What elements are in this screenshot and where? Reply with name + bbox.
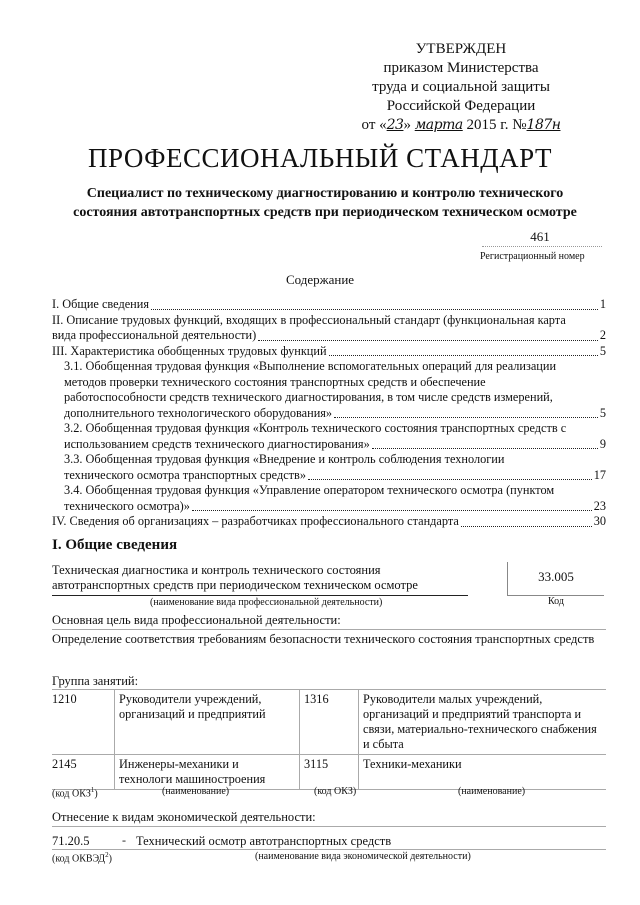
approval-date: от «23» марта 2015 г. №187н bbox=[361, 117, 561, 133]
okved-name: Технический осмотр автотранспортных средств bbox=[136, 834, 392, 848]
group-label: Группа занятий: bbox=[52, 674, 139, 688]
okz-caption: (код ОКЗ$^1$) bbox=[52, 786, 98, 800]
toc-item-4[interactable]: IV. Сведения об организациях – разработчиках профессионального стандарта 30 bbox=[52, 514, 606, 528]
occupation-code: 2145 bbox=[52, 755, 115, 790]
toc-item-3-3[interactable]: 3.3. Обобщенная трудовая функция «Внедрение и контроль соблюдения технологии технического осмотра транспортных средств» 17 bbox=[64, 452, 606, 482]
activity-underline bbox=[52, 595, 468, 596]
occupation-name: Техники-механики bbox=[359, 755, 607, 790]
toc-item-3-1[interactable]: 3.1. Обобщенная трудовая функция «Выполнение вспомогательных операций для реализации методов проверки технического состояния транспортных средств и обеспечение работоспособности средств технического диагностирования, в том числе средств измерений, дополнительного технологического оборудования» 5 bbox=[64, 359, 606, 420]
standard-subtitle: Специалист по техническому диагностированию и контролю технического состояния автотранспортных средств при периодическом техническом осмотре bbox=[73, 186, 577, 220]
table-row bbox=[52, 690, 606, 755]
toc-title: Содержание bbox=[285, 272, 355, 287]
economic-divider bbox=[52, 826, 606, 827]
name-caption-2: (наименование) bbox=[458, 786, 526, 797]
toc-item-3-2[interactable]: 3.2. Обобщенная трудовая функция «Контроль технического состояния транспортных средств с использованием средств технического диагностирования» 9 bbox=[64, 421, 606, 451]
approval-ministry: труда и социальной защиты bbox=[372, 79, 550, 95]
approval-block bbox=[356, 40, 566, 135]
table-of-contents bbox=[52, 297, 606, 530]
economic-activity-label: Отнесение к видам экономической деятельности: bbox=[52, 810, 316, 824]
approval-number: 187н bbox=[526, 117, 561, 133]
occupation-code: 1210 bbox=[52, 690, 115, 755]
approval-title: УТВЕРЖДЕН bbox=[415, 41, 507, 57]
registration-number: 461 bbox=[530, 229, 550, 244]
activity-caption: (наименование вида профессиональной деятельности) bbox=[150, 597, 383, 608]
goal-text: Определение соответствия требованиям безопасности технического состояния транспортных средств bbox=[52, 632, 595, 646]
table-row bbox=[52, 755, 606, 790]
okved-name-caption: (наименование вида экономической деятельности) bbox=[255, 851, 471, 862]
okved-code: 71.20.5 bbox=[52, 834, 90, 848]
okz-caption-2: (код ОКЗ) bbox=[314, 786, 357, 797]
goal-divider bbox=[52, 629, 606, 630]
occupation-name: Инженеры-механики и технологи машиностроения bbox=[115, 755, 300, 790]
goal-label: Основная цель вида профессиональной деятельности: bbox=[52, 613, 341, 627]
approval-day: 23 bbox=[386, 117, 404, 133]
occupations-table bbox=[52, 690, 606, 790]
toc-item-1[interactable]: I. Общие сведения 1 bbox=[52, 297, 606, 311]
occupation-code: 1316 bbox=[300, 690, 359, 755]
registration-label: Регистрационный номер bbox=[480, 251, 585, 262]
section-heading: I. Общие сведения bbox=[52, 537, 178, 553]
approval-month: марта bbox=[414, 117, 463, 133]
occupation-name: Руководители учреждений, организаций и предприятий bbox=[115, 690, 300, 755]
registration-line bbox=[482, 246, 602, 247]
occupation-code: 3115 bbox=[300, 755, 359, 790]
occupation-name: Руководители малых учреждений, организаций и предприятий транспорта и связи, материально-технического снабжения и сбыта bbox=[359, 690, 607, 755]
okved-caption: (код ОКВЭД$^2$) bbox=[52, 851, 112, 865]
page-title: ПРОФЕССИОНАЛЬНЫЙ СТАНДАРТ bbox=[87, 143, 553, 173]
activity-name: Техническая диагностика и контроль технического состояния автотранспортных средств при периодическом техническом осмотре bbox=[52, 563, 418, 592]
code-label: Код bbox=[548, 596, 564, 607]
toc-item-2[interactable]: II. Описание трудовых функций, входящих в профессиональный стандарт (функциональная карта вида профессиональной деятельности) 2 bbox=[52, 312, 606, 342]
activity-code: 33.005 bbox=[507, 562, 604, 596]
approval-country: Российской Федерации bbox=[386, 98, 536, 114]
toc-item-3-4[interactable]: 3.4. Обобщенная трудовая функция «Управление оператором технического осмотра (пунктом технического осмотра)» 23 bbox=[64, 483, 606, 513]
okved-underline bbox=[52, 849, 606, 850]
okved-dash: - bbox=[122, 833, 126, 847]
name-caption: (наименование) bbox=[162, 786, 230, 797]
approval-order: приказом Министерства bbox=[383, 60, 539, 76]
toc-item-3[interactable]: III. Характеристика обобщенных трудовых функций 5 bbox=[52, 343, 606, 358]
